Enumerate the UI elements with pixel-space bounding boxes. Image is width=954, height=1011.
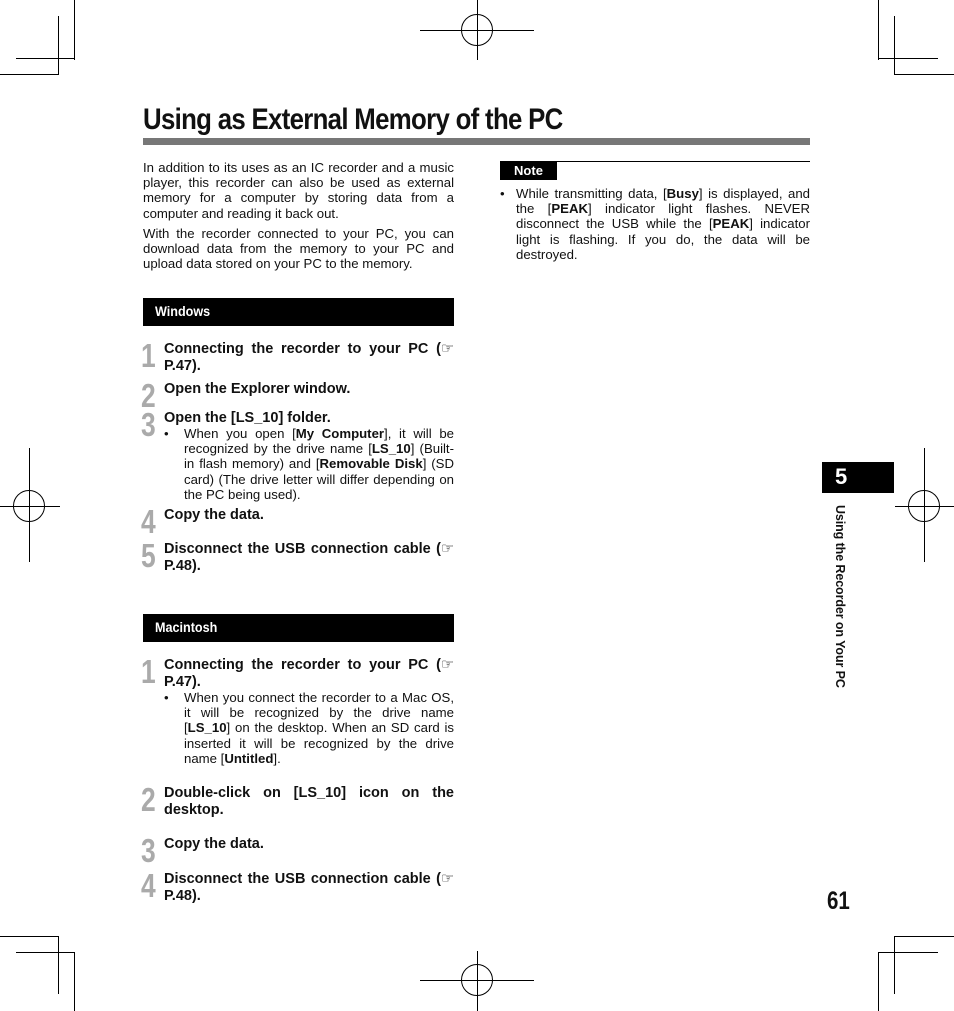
crop-mark <box>894 16 895 74</box>
note-label: Note <box>500 162 557 180</box>
title-underline <box>143 138 810 145</box>
step-title: Connecting the recorder to your PC (☞ P.47). <box>164 657 454 690</box>
crop-mark <box>74 0 75 60</box>
crop-mark <box>894 936 954 937</box>
drive-name-code: LS_10 <box>235 410 279 426</box>
intro-paragraph: With the recorder connected to your PC, you can download data from the memory to your PC and upload data stored on your PC to the memory. <box>143 226 454 272</box>
step-number: 1 <box>141 337 156 374</box>
step-number: 1 <box>141 653 156 690</box>
step-bullet: • When you open [My Computer], it will be recognized by the drive name [LS_10] (Built-in flash memory) and [Removable Disk] (SD card) (The drive letter will differ depending on the PC being used). <box>164 426 454 502</box>
page-title: Using as External Memory of the PC <box>143 103 563 136</box>
step-number: 2 <box>141 781 156 818</box>
registration-circle <box>461 14 493 46</box>
step-number: 4 <box>141 867 156 904</box>
intro-paragraph: In addition to its uses as an IC recorder and a music player, this recorder can also be used as external memory for a computer by storing data from a computer and reading it back out. <box>143 160 454 221</box>
step-title: Open the [LS_10] folder. <box>164 410 331 426</box>
crop-mark <box>16 952 74 953</box>
crop-mark <box>58 936 59 994</box>
registration-circle <box>13 490 45 522</box>
registration-circle <box>908 490 940 522</box>
chapter-tab: 5 <box>822 462 894 493</box>
crop-mark <box>0 936 59 937</box>
crop-mark <box>878 0 879 60</box>
page-reference: ☞ P.48 <box>164 871 454 904</box>
step-title: Disconnect the USB connection cable (☞ P.48). <box>164 541 454 574</box>
step-title: Disconnect the USB connection cable (☞ P.48). <box>164 871 454 904</box>
step-title: Copy the data. <box>164 507 264 523</box>
section-heading-macintosh: Macintosh <box>143 614 454 642</box>
crop-mark <box>878 952 879 1011</box>
step-number: 4 <box>141 503 156 540</box>
crop-mark <box>58 16 59 74</box>
step-title: Open the Explorer window. <box>164 381 351 397</box>
crop-mark <box>894 936 895 994</box>
registration-circle <box>461 964 493 996</box>
step-title: Connecting the recorder to your PC (☞ P.47). <box>164 341 454 374</box>
step-number: 5 <box>141 537 156 574</box>
step-title: Copy the data. <box>164 836 264 852</box>
crop-mark <box>0 74 59 75</box>
page-number: 61 <box>827 887 850 915</box>
crop-mark <box>878 58 938 59</box>
drive-name-code: LS_10 <box>298 785 342 801</box>
crop-mark <box>74 952 75 1011</box>
crop-mark <box>894 74 954 75</box>
step-number: 2 <box>141 377 156 414</box>
step-number: 3 <box>141 832 156 869</box>
step-bullet: • When you connect the recorder to a Mac OS, it will be recognized by the drive name [LS_10] on the desktop. When an SD card is inserted it will be recognized by the drive name [Untitled]. <box>164 690 454 766</box>
step-number: 3 <box>141 406 156 443</box>
section-heading-windows: Windows <box>143 298 454 326</box>
chapter-side-label: Using the Recorder on Your PC <box>833 505 847 688</box>
crop-mark <box>878 952 938 953</box>
page-reference: ☞ P.47 <box>164 657 454 690</box>
page-reference: ☞ P.47 <box>164 341 454 374</box>
crop-mark <box>16 58 74 59</box>
step-title: Double-click on [LS_10] icon on the desktop. <box>164 785 454 818</box>
page-reference: ☞ P.48 <box>164 541 454 574</box>
note-bullet: • While transmitting data, [Busy] is displayed, and the [PEAK] indicator light flashes. NEVER disconnect the USB while the [PEAK] indicator light is flashing. If you do, the data will be destroyed. <box>500 186 810 262</box>
